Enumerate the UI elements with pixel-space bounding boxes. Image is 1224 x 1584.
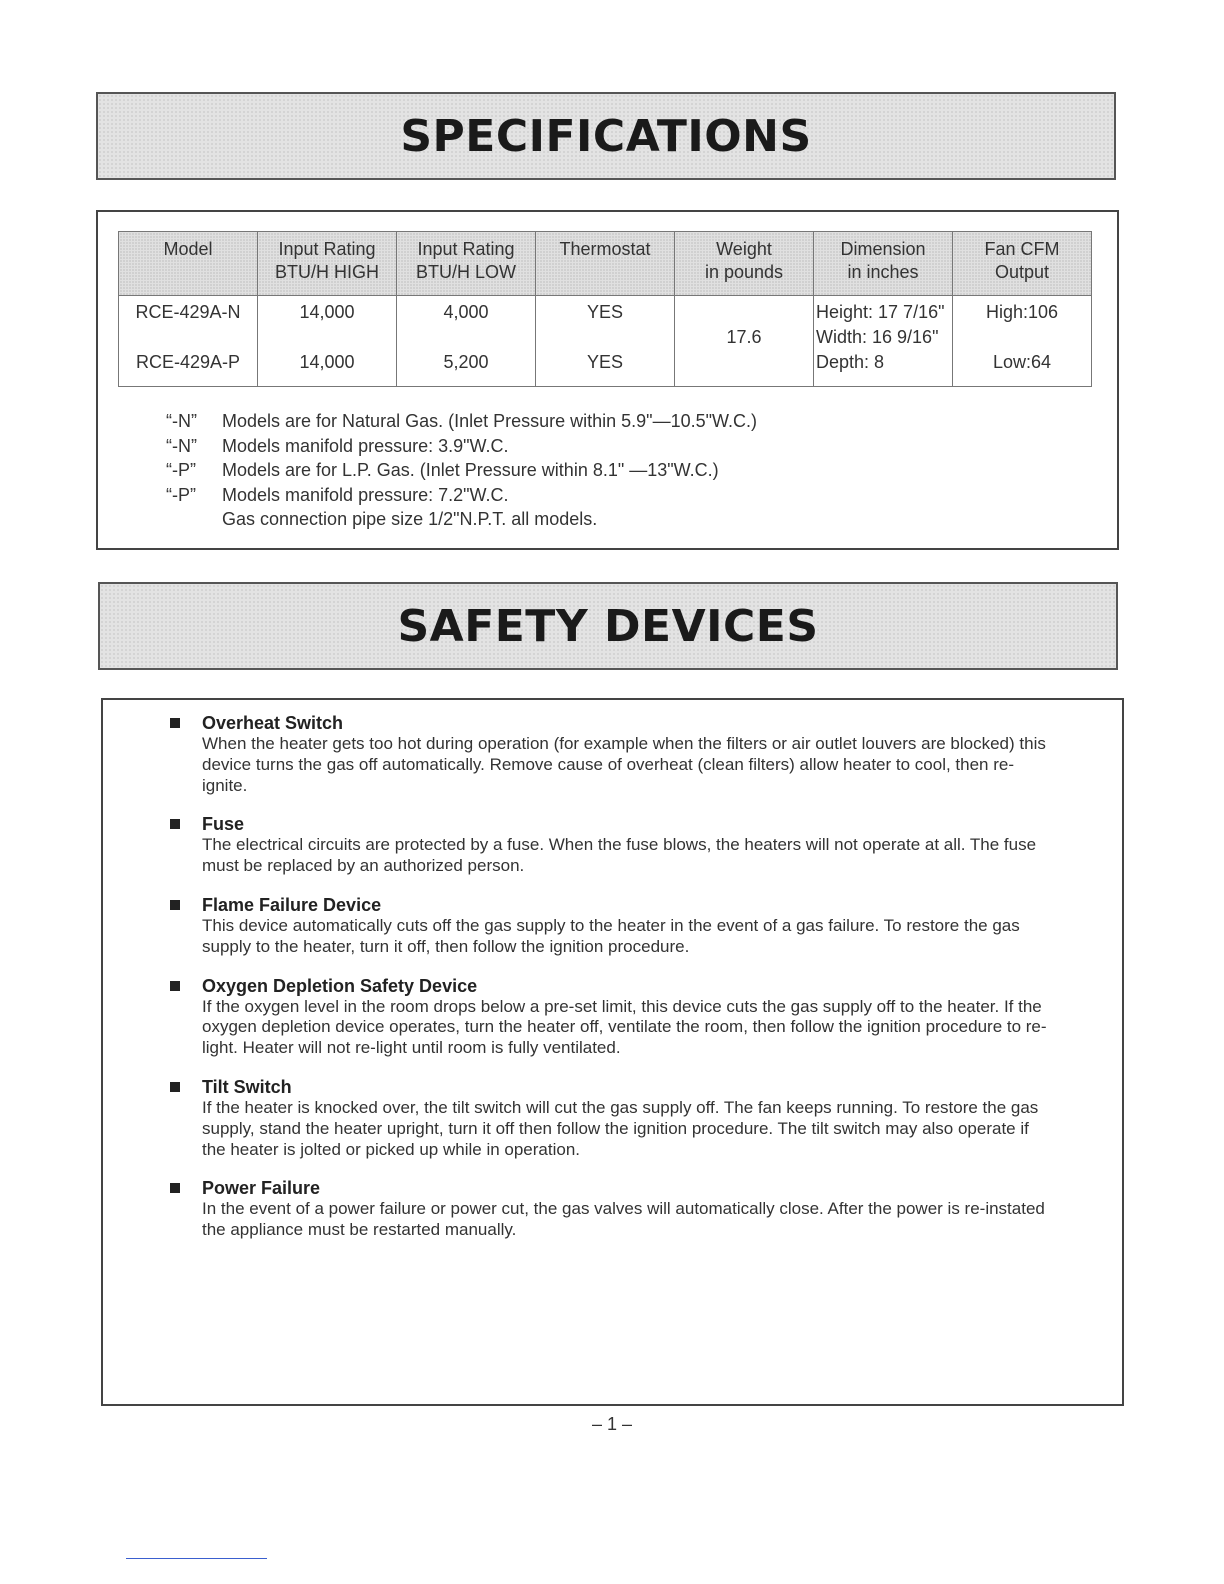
btu-high-cell: 14,000 14,000 bbox=[258, 296, 397, 387]
model-cell: RCE-429A-N RCE-429A-P bbox=[119, 296, 258, 387]
square-bullet-icon bbox=[170, 900, 180, 910]
header-input-low: Input Rating BTU/H LOW bbox=[397, 232, 536, 296]
thermostat-cell: YES YES bbox=[536, 296, 675, 387]
note-line: Gas connection pipe size 1/2"N.P.T. all models. bbox=[222, 509, 598, 530]
header-thermostat: Thermostat bbox=[536, 232, 675, 296]
safety-devices-banner bbox=[98, 582, 1118, 670]
item-text: The electrical circuits are protected by a fuse. When the fuse blows, the heaters will not operate at all. The fuse must be replaced by an authorized person. bbox=[202, 835, 1037, 876]
note-line: “-N” Models are for Natural Gas. (Inlet Pressure within 5.9"—10.5"W.C.) bbox=[166, 411, 757, 431]
page-number: – 1 – bbox=[591, 1414, 633, 1434]
item-text: If the oxygen level in the room drops below a pre-set limit, this device cuts the gas supply off to the heater. If the oxygen depletion device operates, turn the heater off, ventilate the room, then follow the ignition procedure to re-light. Heater will not re-light until room is fully ventilated. bbox=[202, 996, 1047, 1058]
square-bullet-icon bbox=[170, 1082, 180, 1092]
header-dimension: Dimension in inches bbox=[814, 232, 953, 296]
item-title: Power Failure bbox=[202, 1178, 321, 1199]
specifications-title: SPECIFICATIONS bbox=[400, 110, 812, 162]
header-input-high: Input Rating BTU/H HIGH bbox=[258, 232, 397, 296]
item-text: If the heater is knocked over, the tilt switch will cut the gas supply off. The fan keeps running. To restore the gas supply, stand the heater upright, turn it off then follow the ignition procedure. The tilt switch may also operate if the heater is jolted or picked up while in operation. bbox=[202, 1097, 1039, 1159]
model-notes bbox=[166, 409, 757, 532]
btu-low-cell: 4,000 5,200 bbox=[397, 296, 536, 387]
specifications-table bbox=[118, 231, 1092, 387]
list-item bbox=[170, 894, 1050, 958]
header-model: Model bbox=[119, 232, 258, 296]
square-bullet-icon bbox=[170, 819, 180, 829]
list-item bbox=[170, 975, 1050, 1059]
list-item bbox=[170, 1177, 1050, 1241]
list-item bbox=[170, 813, 1050, 877]
item-title: Overheat Switch bbox=[202, 713, 344, 733]
fan-cfm-cell: High:106 Low:64 bbox=[953, 296, 1092, 387]
table-header-row bbox=[119, 232, 1092, 296]
header-weight: Weight in pounds bbox=[675, 232, 814, 296]
header-fan-cfm: Fan CFM Output bbox=[953, 232, 1092, 296]
list-item bbox=[170, 712, 1050, 796]
item-title: Tilt Switch bbox=[202, 1076, 292, 1097]
note-line: “-P” Models are for L.P. Gas. (Inlet Pressure within 8.1" —13"W.C.) bbox=[166, 460, 719, 481]
item-title: Fuse bbox=[202, 814, 245, 835]
safety-devices-title: SAFETY DEVICES bbox=[397, 600, 819, 652]
square-bullet-icon bbox=[170, 1183, 180, 1193]
item-title: Flame Failure Device bbox=[202, 894, 382, 915]
note-line: “-N” Models manifold pressure: 3.9"W.C. bbox=[166, 435, 509, 456]
list-item bbox=[170, 1076, 1050, 1160]
item-text: This device automatically cuts off the gas supply to the heater in the event of a gas failure. To restore the gas supply to the heater, turn it off, then follow the ignition procedure. bbox=[202, 915, 1020, 956]
table-row bbox=[119, 296, 1092, 387]
weight-cell: 17.6 bbox=[675, 296, 814, 387]
item-text: In the event of a power failure or power cut, the gas valves will automatically close. After the power is re-instated the appliance must be restarted manually. bbox=[202, 1199, 1045, 1240]
square-bullet-icon bbox=[170, 718, 180, 728]
square-bullet-icon bbox=[170, 981, 180, 991]
item-title: Oxygen Depletion Safety Device bbox=[202, 975, 478, 996]
dimension-cell: Height: 17 7/16" Width: 16 9/16" Depth: 8 bbox=[814, 296, 953, 387]
item-text: When the heater gets too hot during operation (for example when the filters or air outlet louvers are blocked) this device turns the gas off automatically. Remove cause of overheat (clean filters) allow heater to cool, then re-ignite. bbox=[202, 734, 1046, 795]
specifications-banner bbox=[96, 92, 1116, 180]
safety-device-list bbox=[170, 712, 1050, 1258]
note-line: “-P” Models manifold pressure: 7.2"W.C. bbox=[166, 484, 509, 505]
footer-rule bbox=[126, 1558, 267, 1559]
